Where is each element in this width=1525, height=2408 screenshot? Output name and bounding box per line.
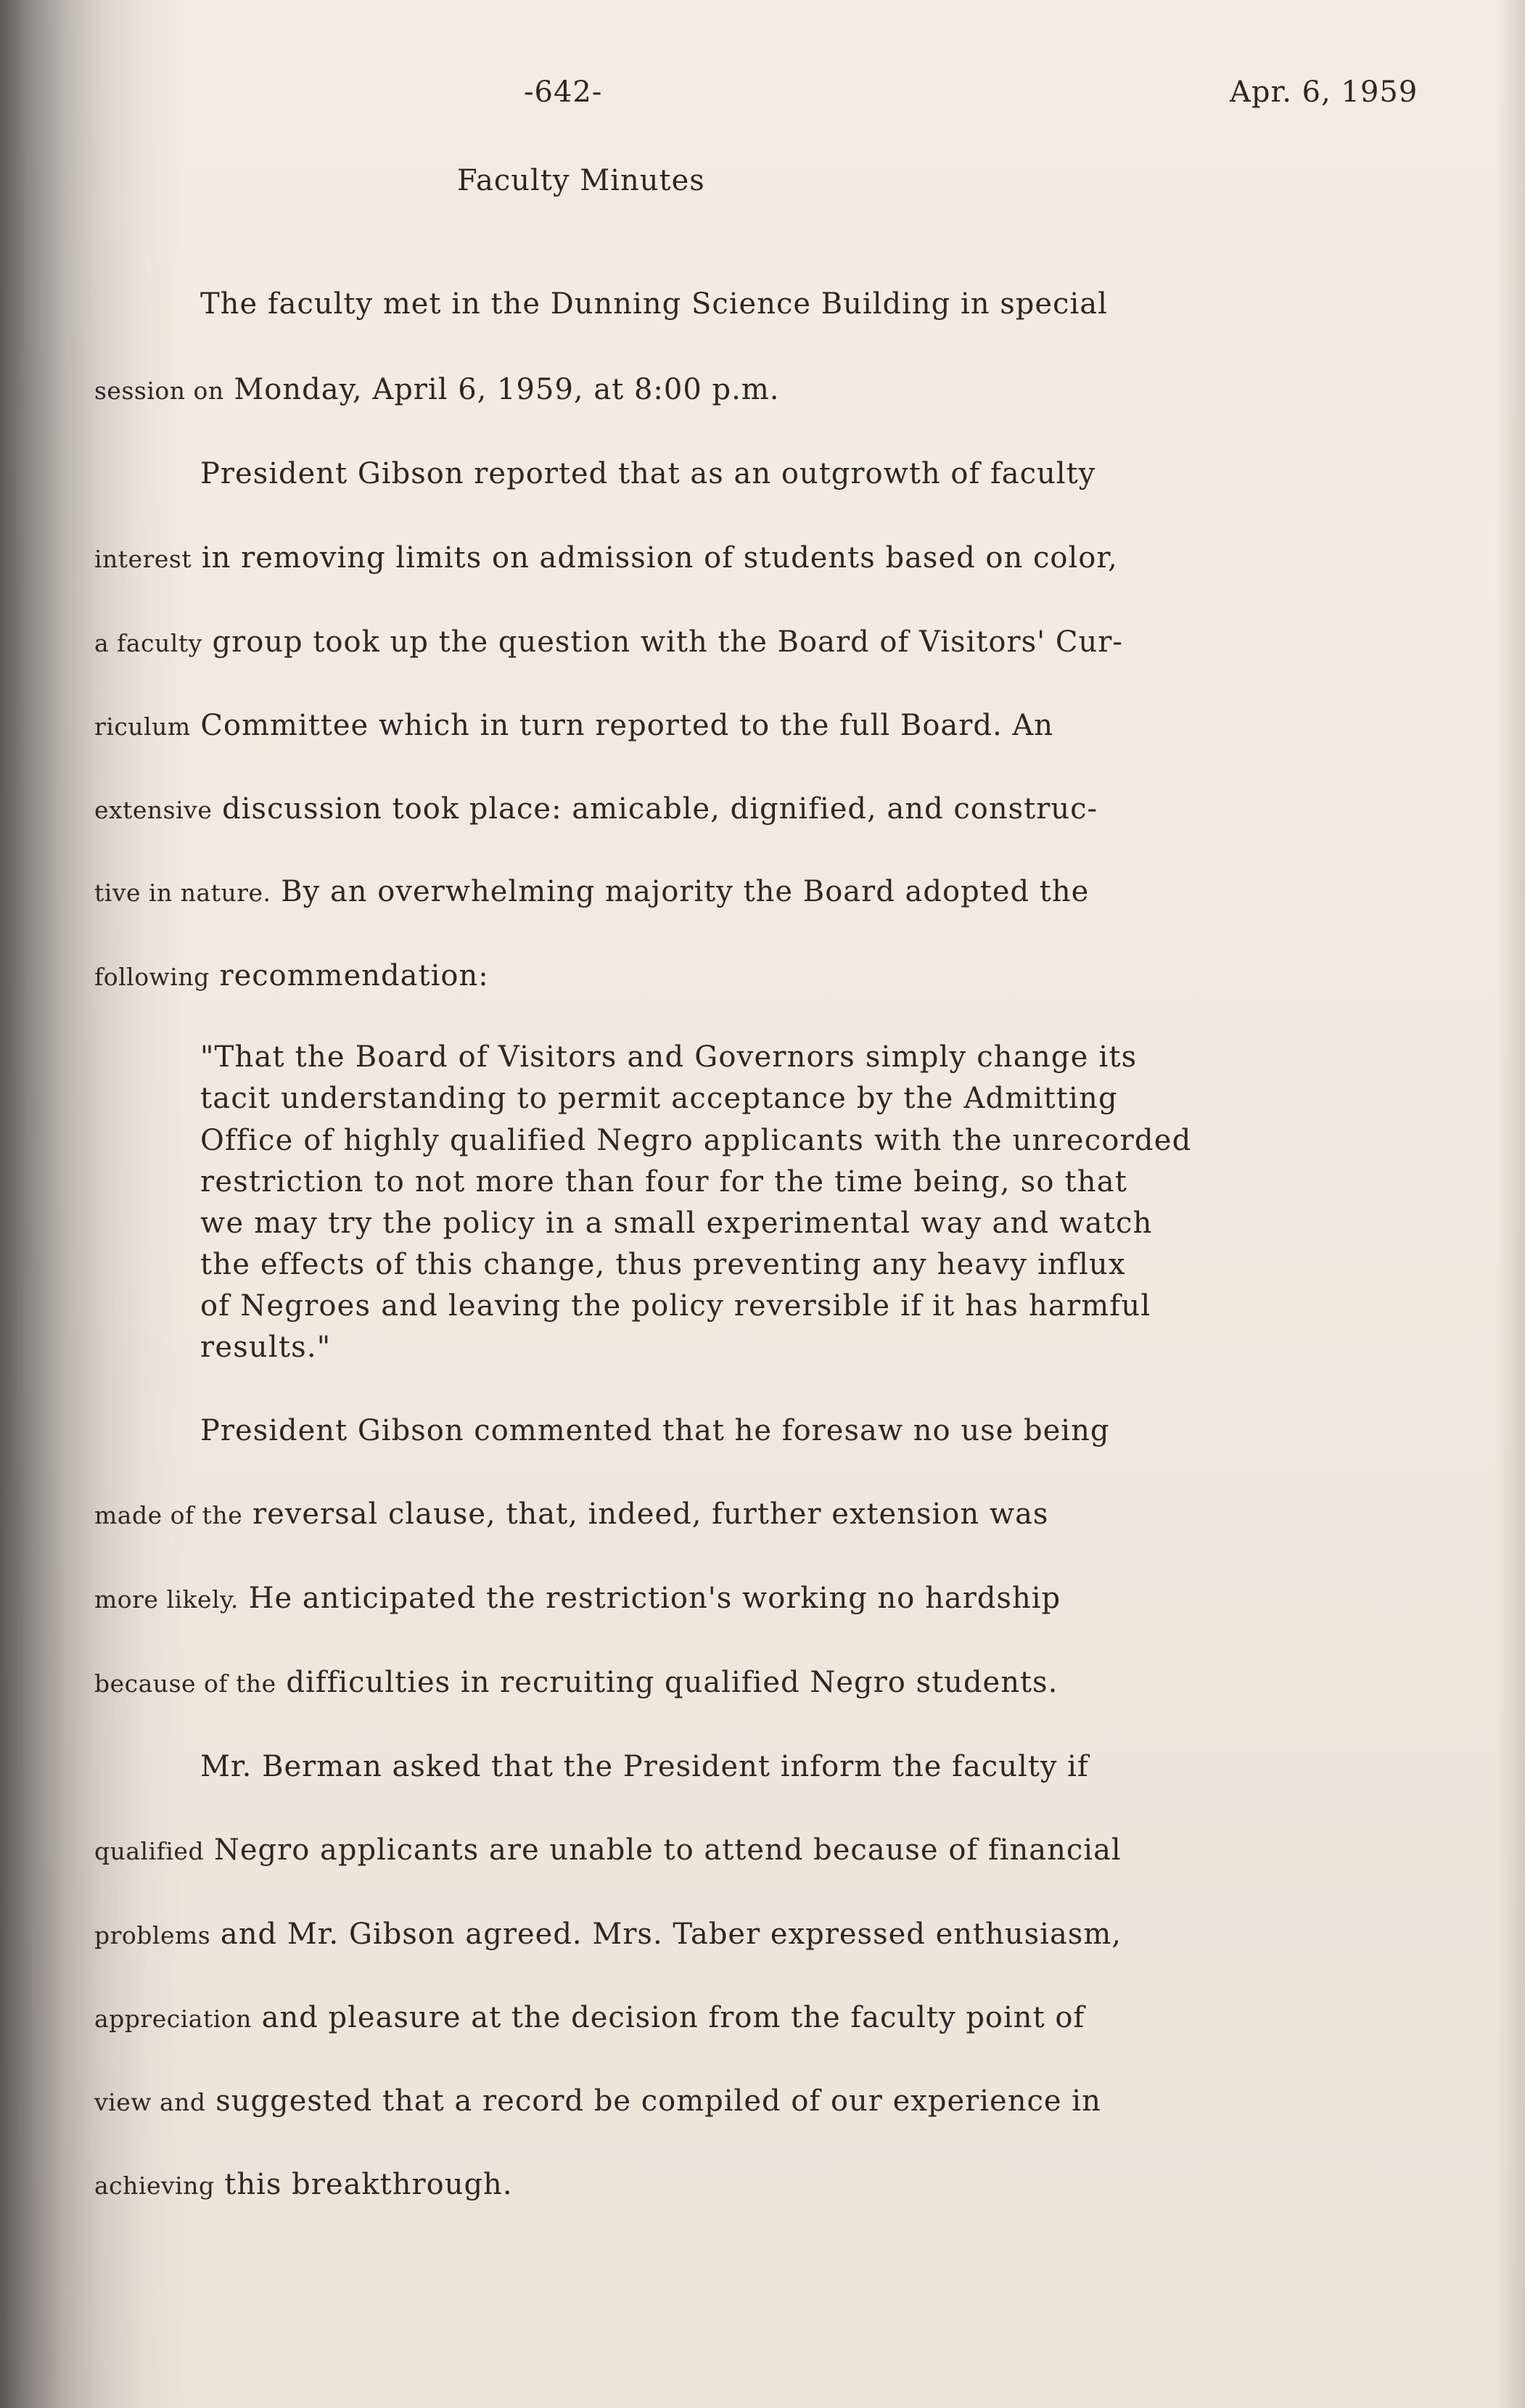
paragraph-4-line-2 (94, 1833, 1122, 1867)
quote-line-4: restriction to not more than four for the time being, so that (200, 1165, 1128, 1199)
line-rest: discussion took place: amicable, dignified, and construc- (222, 792, 1098, 826)
quote-line-6: the effects of this change, thus preventing any heavy influx (200, 1248, 1126, 1281)
line-rest: difficulties in recruiting qualified Negro students. (286, 1666, 1059, 1699)
paragraph-3-line-1: President Gibson commented that he foresaw no use being (200, 1414, 1110, 1447)
paragraph-3-line-3 (94, 1582, 1061, 1615)
line-lead: more likely. (94, 1585, 239, 1614)
line-lead: qualified (94, 1837, 205, 1865)
line-lead: a faculty (94, 629, 202, 657)
paragraph-1-line-2 (94, 373, 779, 406)
line-rest: group took up the question with the Board of Visitors' Cur- (212, 625, 1123, 659)
line-lead: appreciation (94, 2005, 252, 2033)
line-rest: and pleasure at the decision from the faculty point of (261, 2001, 1085, 2034)
quote-line-8: results." (200, 1331, 332, 1364)
paragraph-2-line-1: President Gibson reported that as an outgrowth of faculty (200, 457, 1096, 490)
quote-line-7: of Negroes and leaving the policy reversible if it has harmful (200, 1289, 1151, 1323)
paragraph-1-line-1: The faculty met in the Dunning Science Building in special (200, 287, 1108, 321)
paragraph-2-line-7 (94, 959, 489, 993)
line-lead: interest (94, 545, 192, 573)
line-lead: achieving (94, 2171, 215, 2200)
line-rest: in removing limits on admission of students based on color, (201, 541, 1118, 575)
line-rest: reversal clause, that, indeed, further extension was (252, 1497, 1049, 1531)
page-date: Apr. 6, 1959 (1230, 75, 1418, 109)
paragraph-4-line-4 (94, 2001, 1085, 2034)
paragraph-2-line-3 (94, 625, 1123, 659)
line-rest: Monday, April 6, 1959, at 8:00 p.m. (234, 373, 780, 406)
quote-line-3: Office of highly qualified Negro applicants with the unrecorded (200, 1124, 1192, 1157)
paragraph-4-line-6 (94, 2168, 513, 2201)
paragraph-3-line-2 (94, 1497, 1048, 1531)
quote-line-5: we may try the policy in a small experimental way and watch (200, 1207, 1153, 1240)
line-lead: session on (94, 377, 224, 405)
page-title: Faculty Minutes (457, 164, 705, 197)
paragraph-2-line-5 (94, 792, 1098, 826)
paragraph-4-line-3 (94, 1918, 1122, 1951)
paragraph-3-line-4 (94, 1666, 1058, 1699)
page-edge-shadow (1496, 0, 1525, 2408)
line-rest: He anticipated the restriction's working no hardship (248, 1582, 1061, 1615)
paragraph-4-line-1: Mr. Berman asked that the President inform the faculty if (200, 1750, 1089, 1783)
line-lead: view and (94, 2088, 206, 2116)
line-lead: riculum (94, 712, 191, 741)
paragraph-2-line-2 (94, 541, 1118, 575)
line-lead: because of the (94, 1669, 276, 1698)
quote-line-2: tacit understanding to permit acceptance by the Admitting (200, 1082, 1118, 1115)
line-rest: suggested that a record be compiled of our experience in (215, 2084, 1101, 2118)
line-rest: this breakthrough. (224, 2168, 513, 2201)
paragraph-4-line-5 (94, 2084, 1101, 2118)
line-lead: tive in nature. (94, 879, 271, 907)
line-lead: made of the (94, 1501, 243, 1529)
line-rest: and Mr. Gibson agreed. Mrs. Taber expressed enthusiasm, (220, 1918, 1122, 1951)
line-rest: Committee which in turn reported to the full Board. An (200, 709, 1054, 742)
line-rest: Negro applicants are unable to attend because of financial (213, 1833, 1122, 1867)
page-number: -642- (524, 75, 603, 109)
line-lead: problems (94, 1921, 211, 1949)
line-rest: recommendation: (219, 959, 489, 993)
line-rest: By an overwhelming majority the Board adopted the (281, 875, 1090, 908)
line-lead: following (94, 963, 210, 991)
paragraph-2-line-6 (94, 875, 1089, 908)
quote-line-1: "That the Board of Visitors and Governors simply change its (200, 1040, 1138, 1074)
paragraph-2-line-4 (94, 709, 1053, 742)
line-lead: extensive (94, 796, 213, 824)
